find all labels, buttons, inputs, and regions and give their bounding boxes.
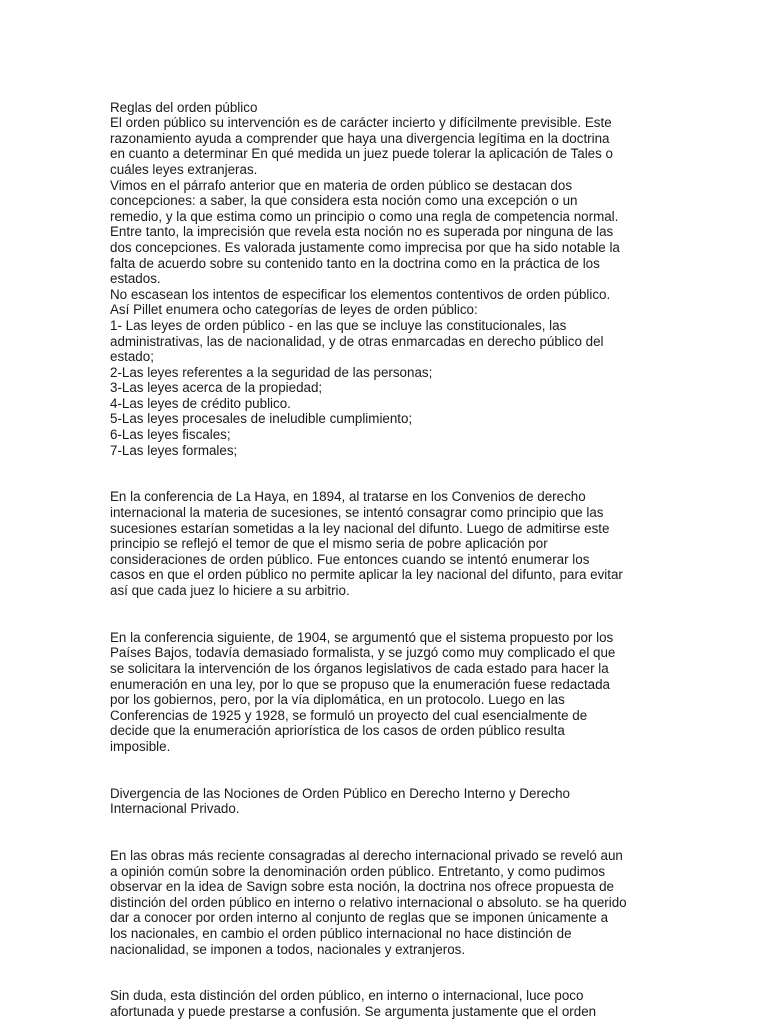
paragraph-sin-duda: Sin duda, esta distinción del orden público, en interno o internacional, luce poco afortunada y puede prestarse a confusión. Se argumenta justamente que el orden	[110, 988, 597, 1020]
paragraph-conferencia-1904: En la conferencia siguiente, de 1904, se argumentó que el sistema propuesto por los Países Bajos, todavía demasiado formalista, y se juzgó como muy complicado el que se solicitara la intervención de los órganos legislativos de cada estado para hacer la enumeración en una ley, por lo que se propuso que la enumeración fuese redactada por los gobiernos, pero, por la vía diplomática, en un protocolo. Luego en las Conferencias de 1925 y 1928, se formuló un proyecto del cual esencialmente de decide que la enumeración apriorística de los casos de orden público resulta imposible.	[110, 629, 616, 754]
paragraph-obras-recientes: En las obras más reciente consagradas al derecho internacional privado se reveló aun a opinión común sobre la denominación orden público. Entretanto, y como pudimos observar en la idea de Savign sobre esta noción, la doctrina nos ofrece propuesta de distinción del orden público en interno o relativo internacional o absoluto. se ha querido dar a conocer por orden interno al conjunto de reglas que se imponen únicamente a los nacionales, en cambio el orden público internacional no hace distinción de nacionalidad, se imponen a todos, nacionales y extranjeros.	[110, 848, 627, 957]
paragraph-la-haya-1894: En la conferencia de La Haya, en 1894, al tratarse en los Convenios de derecho internacional la materia de sucesiones, se intentó consagrar como principio que las sucesiones estarían sometidas a la ley nacional del difunto. Luego de admitirse este principio se reflejó el temor de que el mismo seria de pobre aplicación por consideraciones de orden público. Fue entonces cuando se intentó enumerar los casos en que el orden público no permite aplicar la ley nacional del difunto, para evitar así que cada juez lo hiciere a su arbitrio.	[110, 489, 623, 598]
section-heading-divergencia: Divergencia de las Nociones de Orden Público en Derecho Interno y Derecho Internacional Privado.	[110, 785, 571, 817]
document-page	[110, 84, 658, 1035]
paragraph-intro: Reglas del orden público El orden público su intervención es de carácter incierto y difícilmente previsible. Este razonamiento ayuda a comprender que haya una divergencia legítima en la doctrina en cuanto a determinar En qué medida un juez puede tolerar la aplicación de Tales o cuáles leyes extranjeras. Vimos en el párrafo anterior que en materia de orden público se destacan dos concepciones: a saber, la que considera esta noción como una excepción o un remedio, y la que estima como un principio o como una regla de competencia normal. Entre tanto, la imprecisión que revela esta noción no es superada por ninguna de las dos concepciones. Es valorada justamente como imprecisa por que ha sido notable la falta de acuerdo sobre su contenido tanto en la doctrina como en la práctica de los estados. No escasean los intentos de especificar los elementos contentivos de orden público. Así Pillet enumera ocho categorías de leyes de orden público: 1- Las leyes de orden público - en las que se incluye las constitucionales, las administrativas, las de nacionalidad, y de otras enmarcadas en derecho público del estado; 2-Las leyes referentes a la seguridad de las personas; 3-Las leyes acerca de la propiedad; 4-Las leyes de crédito publico. 5-Las leyes procesales de ineludible cumplimiento; 6-Las leyes fiscales; 7-Las leyes formales;	[110, 99, 620, 458]
